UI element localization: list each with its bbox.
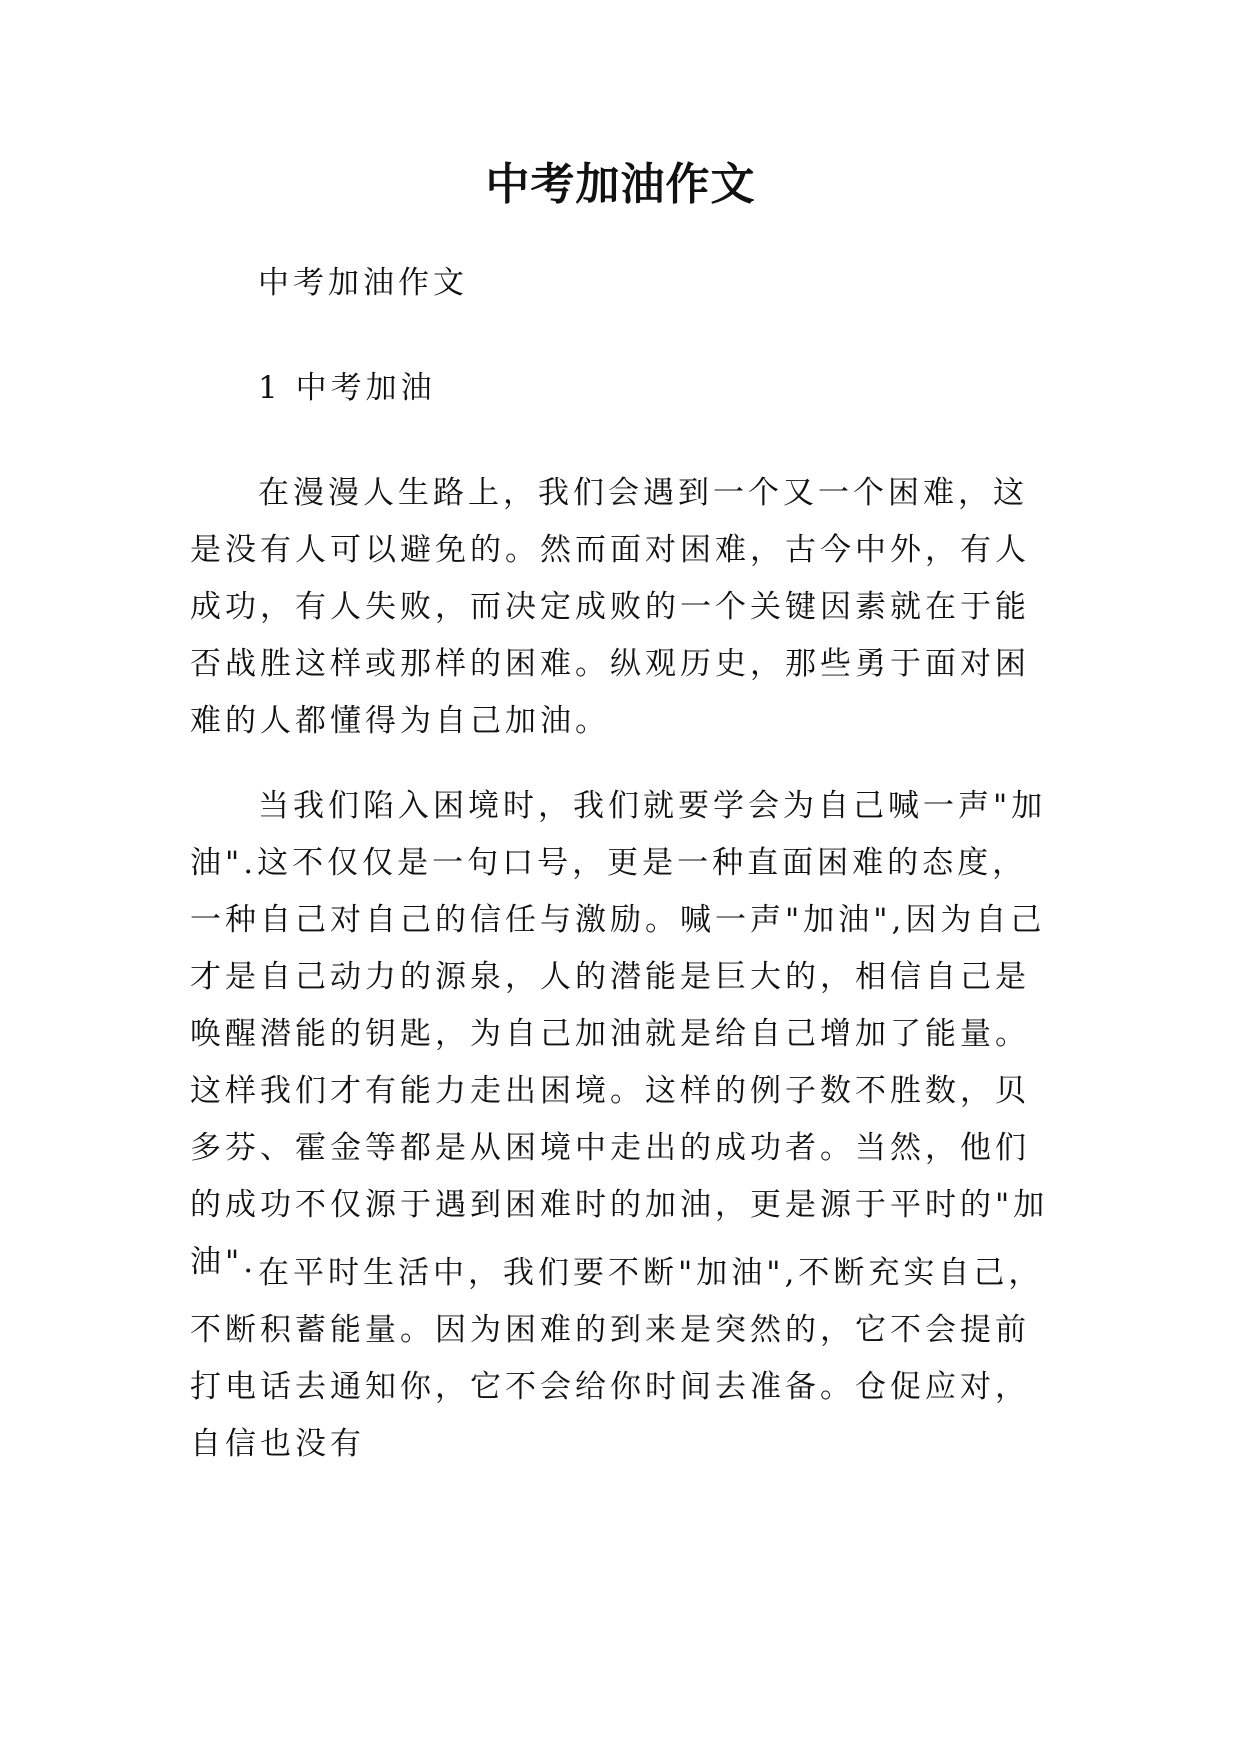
document-subtitle: 中考加油作文 — [258, 265, 468, 301]
document-title: 中考加油作文 — [485, 159, 756, 210]
paragraph-3: 在平时生活中，我们要不断"加油",不断充实自己，不断积蓄能量。因为困难的到来是突然的，它不会提前打电话去通知你，它不会给你时间去准备。仓促应对，自信也没有 — [190, 1255, 1044, 1462]
paragraph-2: 当我们陷入困境时，我们就要学会为自己喊一声"加油".这不仅仅是一句口号，更是一种直面困难的态度，一种自己对自己的信任与激励。喊一声"加油",因为自己才是自己动力的源泉，人的潜能是巨大的，相信自己是唤醒潜能的钥匙，为自己加油就是给自己增加了能量。这样我们才有能力走出困境。这样的例子数不胜数，贝多芬、霍金等都是从困境中走出的成功者。当然，他们的成功不仅源于遇到困难时的加油，更是源于平时的"加油". — [190, 788, 1049, 1280]
section-heading: 1 中考加油 — [258, 370, 436, 406]
paragraph-1: 在漫漫人生路上，我们会遇到一个又一个困难，这是没有人可以避免的。然而面对困难，古今中外，有人成功，有人失败，而决定成败的一个关键因素就在于能否战胜这样或那样的困难。纵观历史，那些勇于面对困难的人都懂得为自己加油。 — [190, 475, 1030, 739]
